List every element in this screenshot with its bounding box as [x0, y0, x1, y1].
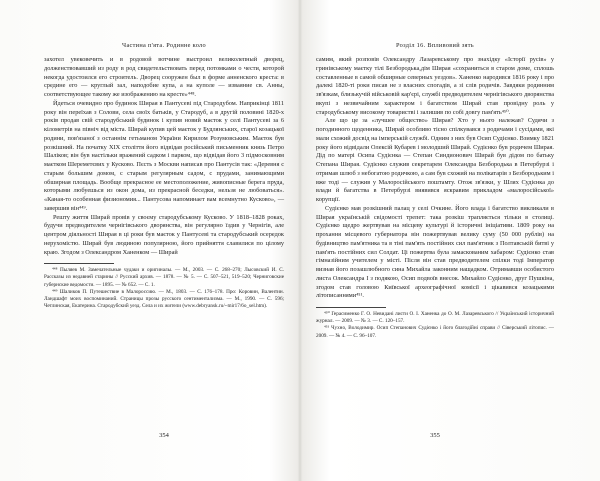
left-body-text — [44, 56, 284, 257]
right-footnote-rule — [316, 307, 386, 308]
left-paragraph: Йдеться очевидно про будинок Ширая в Пантусеві під Стародубом. Наприкінці 1811 року він переїхав з Солови, села своїх батьків, у Стародуб, а в другій половині 1820-х років продав свій стародубський будинок і купив новий маєток у селі Пантусеві за 6 кілометрів на північ від міста. Ширай купив цей маєток у Будлянських, старої козацької родини, пов'язаної з останнім гетьманом України Кирилом Розумовським. Маєток був розкішний. На початку XIX століття його відвідав російський письменник князь Петро Шаліков; він був настільки вражений садком і парком, що відвідав його 3 підмосковним маєтком Шереметєвих у Кусково. Пєсть з Москви написав про Пантусів так: «Деревня с старым большим домом, с старым регулярным садом, с прудами, занимающими обширная площадь. Вообще прекрасное ее местоположение, живописные берега пруда, которыми любуешься из окон дома, из прекрасной беседки, нельзя не любоваться». «Каная-то особенная физиономия... Пантусова напоминает вам всемнутно Кусково», — завершив він⁴⁴⁹. — [44, 99, 284, 212]
right-page-number: 355 — [430, 432, 440, 439]
left-paragraph: Решту життя Ширай провів у своєму стародубському Кусково. У 1818–1828 роках, будучи предводителем чернігівського дворянства, він регулярно їздив у Чернігів, але центром діяльності Ширая в ці роки був маєток у Пантусеві та стародубський осередок нерухомістю. Ширай був людиною популярною, його прийняття славилися по цілому краю. Згодом з Олександром Ханенком — Ширай — [44, 213, 284, 256]
right-footnote: ⁴⁵¹ Чухно, Володимир. Осип Степанович Судієнко і його благодійні справи // Сіверський літопис. — 2009. — № 4. — С. 96–107. — [316, 325, 554, 339]
right-footnotes — [316, 311, 554, 340]
left-footnotes — [44, 267, 284, 310]
right-paragraph: Судієнко мав розкішний палац у селі Очкине. Його влада і багатство викликали в Ширая українській свідомості трепет: така розкіш трапляється тільки в столиці. Судієнко щедро жертвував на місцеву культурі й історичні ініціативи. 1809 року на прохання місцевого губернатора він пожертвував велику суму (50 000 рублів) на будівництво пам'ятника та в тіні пам'ять постійних сил пам'ятник з Полтавській битві у пам'ять постійних сил Солдат. Ці пожертва була замаскованим хабаром: Судієнко став гімназійним учителем у місті. Після він став предводителем спілки тоді Імператор визнав його позашлюбного сина Михайла законним нащадком. Отримавши особистого листа Олександра І з подякою, Осип подвоїв внесок. Михайло Судієнко, друг Пушкіна, згодом став головою Київської археографічної комісії і цікавився козацькими літописаннями⁴⁵¹. — [316, 204, 554, 300]
left-footnote: ⁴⁴⁹ Шаликов П. Путешествие в Малороссию. — М., 1803. — С. 176–178. Про: Коровин, Валентин. Ландшафт моих воспоминаний. Страницы прозы русского сентиментализма. — М., 1990. — С. 596; Четлинская, Екатерина. Стародубский уезд. Села и их жители (www.debryansk.ru/~mir17/6o_sel.htm). — [44, 288, 284, 310]
left-footnote-rule — [44, 263, 114, 264]
left-paragraph: захотел увековечить и в родовой вотчине выстроил великолепный дворец, долженствовавший из роду в род свидетельствовать перед потомками о чести, которой некогда удостоился его строитель. Дворец сооружен был в форме анненского креста: в средине его — круглый зал, наподобие купа, а на куполе — изваяние св. Анны, соответствующее такому же изображению на кресте»⁴⁴⁸. — [44, 56, 284, 98]
left-running-head: Частина п'ята. Родинне коло — [122, 42, 206, 49]
right-paragraph: самим, який розповів Олександру Лазаревському про знахідку «Історії русів» у гринівському маєтку тілі Безбородька,дім Ширая «сохраниться в старом доме, сплошь составленные в самой обширные северных уездов». Ханенко народився 1816 року і про далекі 1820-ті роки писав не з власних спогадів, а зі слів родичів. Завдяки родинним зв'язкам, близькучій військовій кар'єрі, службі предводителем чернігівського дворянства вкупі з незвичайним характером і багатством Ширай став провідну роль у стародубському високому товаристві і залишив по собі довгу пам'ять⁴⁵⁰. — [316, 56, 554, 116]
right-page — [300, 0, 600, 481]
right-footnote: ⁴⁵⁰ Герасименко Г. О. Невидані листи О. І. Ханенка до О. М. Лазаревського // Український історичний журнал. — 2009. — № 3. — С. 120–157. — [316, 311, 554, 325]
right-body-text — [316, 56, 554, 301]
left-page-number: 354 — [159, 432, 169, 439]
left-footnote: ⁴⁴⁸ Пыляев М. Замечательные чудаки и оригиналы. — М., 2003. — С. 268–270; Лысовский И. С. Рассказы из недавней старины // Русский архив. — 1878. — № 5. — С. 507–521, 519–520; Черниговские губернские ведомости. — 1895. — № 652. — С. 1. — [44, 267, 284, 288]
right-paragraph: Але що це за «лучшее общество» Ширая? Хто у нього належав? Судячи з погодинного щоденника, Ширай особливо тісно спілкувався з родичами і сусідами, які мали схожий досвід на імперській службі. Одним з них був Осип Судієнко. Взимку 1821 року його відвідали Олексій Кубарев і молодший Ширай. Судієнко був родичем Ширая. Дід по матері Осипа Судієнка — Степан Синдионович Ширай був дідом по батьку Степана Ширая. Судієнко служив секретарем Олександра Безбородька в Петербурзі і отримав шлюб з небогатою родичкою, а сам був схожий на полікатарів з Безбородьким і вже тоді — служив у Малоросійського поштамту. Отож зв'язки, у Шлях Судієнка до влади й багатства в Петербурзі виявився яскравим прикладом «малоросійської» корупції. — [316, 117, 554, 203]
right-running-head: Розділ 16. Впливовий зять — [396, 42, 474, 49]
